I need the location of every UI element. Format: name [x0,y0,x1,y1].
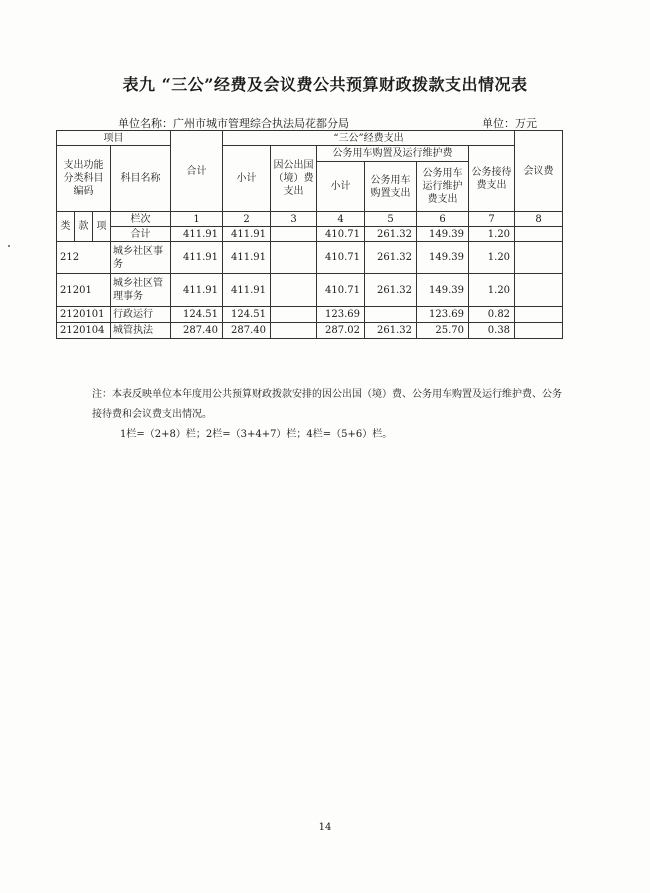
table-row [57,242,563,274]
cell-total: 411.91 [171,227,223,242]
cell-subtotal: 411.91 [223,242,271,274]
cell-abroad [271,227,317,242]
page-number: 14 [318,822,332,833]
cell-subtotal: 287.40 [223,323,271,339]
header-xiang: 项 [93,212,111,242]
colnum: 4 [317,212,365,227]
header-subtotal: 小计 [223,146,271,212]
cell-reception: 0.38 [469,323,515,339]
page-title: 表九 “三公”经费及会议费公共预算财政拨款支出情况表 [122,75,528,94]
header-car-group: 公务用车购置及运行维护费 [317,146,469,162]
cell-car-buy: 261.32 [365,242,417,274]
cell-car-subtotal: 410.71 [317,242,365,274]
cell-subtotal: 411.91 [223,227,271,242]
header-subject: 科目名称 [111,146,171,212]
cell-car-subtotal: 410.71 [317,274,365,307]
cell-car-run: 149.39 [417,242,469,274]
header-car-run: 公务用车运行维护费支出 [417,162,469,212]
cell-subtotal: 124.51 [223,307,271,323]
scan-dot [8,245,10,247]
cell-total: 411.91 [171,242,223,274]
row-code: 2120104 [57,323,111,339]
cell-total: 124.51 [171,307,223,323]
header-sangong: “三公”经费支出 [223,131,515,146]
cell-abroad [271,274,317,307]
table-row-total [57,227,563,242]
row-name: 城乡社区事务 [111,242,171,274]
colnum: 8 [515,212,563,227]
cell-reception: 1.20 [469,242,515,274]
header-project: 项目 [57,131,171,146]
cell-car-subtotal: 287.02 [317,323,365,339]
cell-reception: 0.82 [469,307,515,323]
row-name: 城乡社区管理事务 [111,274,171,307]
colnum: 5 [365,212,417,227]
cell-total: 411.91 [171,274,223,307]
cell-meeting [515,274,563,307]
header-kuan: 款 [75,212,93,242]
cell-car-run: 149.39 [417,274,469,307]
cell-car-run: 123.69 [417,307,469,323]
cell-reception: 1.20 [469,227,515,242]
table-row [57,323,563,339]
cell-abroad [271,242,317,274]
unit-name: 单位名称：广州市城市管理综合执法局花都分局 [118,117,349,130]
expense-table [56,130,563,339]
cell-meeting [515,242,563,274]
header-row-2 [57,146,563,162]
header-total: 合计 [171,131,223,212]
colnum: 2 [223,212,271,227]
row-code: 212 [57,242,111,274]
cell-car-subtotal: 123.69 [317,307,365,323]
cell-abroad [271,307,317,323]
cell-car-buy: 261.32 [365,323,417,339]
cell-car-buy [365,307,417,323]
cell-meeting [515,323,563,339]
cell-car-subtotal: 410.71 [317,227,365,242]
colnum: 7 [469,212,515,227]
header-func-class: 支出功能分类科目编码 [57,146,111,212]
formula-note: 1栏=（2+8）栏；2栏=（3+4+7）栏；4栏=（5+6）栏。 [120,429,393,440]
colnum: 6 [417,212,469,227]
row-name: 行政运行 [111,307,171,323]
cell-subtotal: 411.91 [223,274,271,307]
cell-total: 287.40 [171,323,223,339]
row-code: 21201 [57,274,111,307]
money-unit: 单位：万元 [482,117,537,130]
cell-car-buy: 261.32 [365,227,417,242]
cell-car-run: 149.39 [417,227,469,242]
row-name: 合计 [111,227,171,242]
cell-abroad [271,323,317,339]
cell-reception: 1.20 [469,274,515,307]
header-car-subtotal: 小计 [317,162,365,212]
cell-meeting [515,307,563,323]
header-meeting: 会议费 [515,131,563,212]
header-lei: 类 [57,212,75,242]
table-row [57,307,563,323]
cell-meeting [515,227,563,242]
colnum: 1 [171,212,223,227]
colnum-label: 栏次 [111,212,171,227]
table-row [57,274,563,307]
cell-car-buy: 261.32 [365,274,417,307]
header-reception: 公务接待费支出 [469,146,515,212]
row-name: 城管执法 [111,323,171,339]
footnote: 注：本表反映单位本年度用公共预算财政拨款安排的因公出国（境）费、公务用车购置及运行维护费、公务接待费和会议费支出情况。 [92,389,562,420]
cell-car-run: 25.70 [417,323,469,339]
header-car-buy: 公务用车购置支出 [365,162,417,212]
colnum: 3 [271,212,317,227]
row-code: 2120101 [57,307,111,323]
header-abroad: 因公出国（境）费支出 [271,146,317,212]
colnum-row [57,212,563,227]
header-row-1 [57,131,563,146]
